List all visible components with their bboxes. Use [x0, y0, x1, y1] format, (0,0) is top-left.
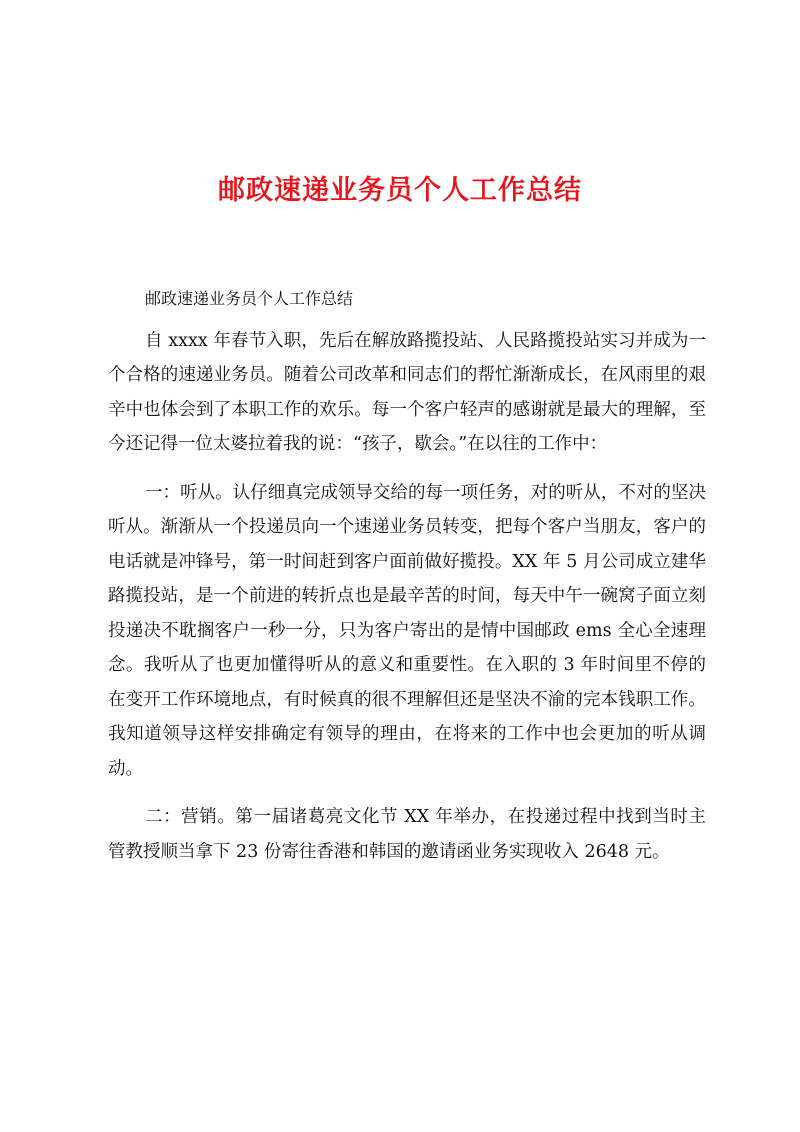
paragraph-obedience: 一：听从。认仔细真完成领导交给的每一项任务，对的听从，不对的坚决听从。渐渐从一个投递员向一个速递业务员转变，把每个客户当朋友，客户的电话就是冲锋号，第一时间赶到客户面前做好揽投。XX 年 5 月公司成立建华路揽投站，是一个前进的转折点也是最辛苦的时间，每天中午一碗窝子面立刻投递决不耽搁客户一秒一分，只为客户寄出的是情中国邮政 ems 全心全速理念。我听从了也更加懂得听从的意义和重要性。在入职的 3 年时间里不停的在变开工作环境地点，有时候真的很不理解但还是坚决不渝的完本钱职工作。我知道领导这样安排确定有领导的理由，在将来的工作中也会更加的听从调动。: [108, 482, 706, 779]
paragraph-intro: 自 xxxx 年春节入职，先后在解放路揽投站、人民路揽投站实习并成为一个合格的速递业务员。随着公司改革和同志们的帮忙渐渐成长，在风雨里的艰辛中也体会到了本职工作的欢乐。每一个客户轻声的感谢就是最大的理解，至今还记得一位太婆拉着我的说：“孩子，歇会。”在以往的工作中：: [108, 330, 706, 454]
paragraph-marketing: 二：营销。第一届诸葛亮文化节 XX 年举办，在投递过程中找到当时主管教授顺当拿下 23 份寄往香港和韩国的邀请函业务实现收入 2648 元。: [108, 807, 706, 862]
document-title: 邮政速递业务员个人工作总结: [218, 175, 582, 206]
document-subtitle: 邮政速递业务员个人工作总结: [145, 289, 354, 308]
document-body: [108, 282, 706, 883]
